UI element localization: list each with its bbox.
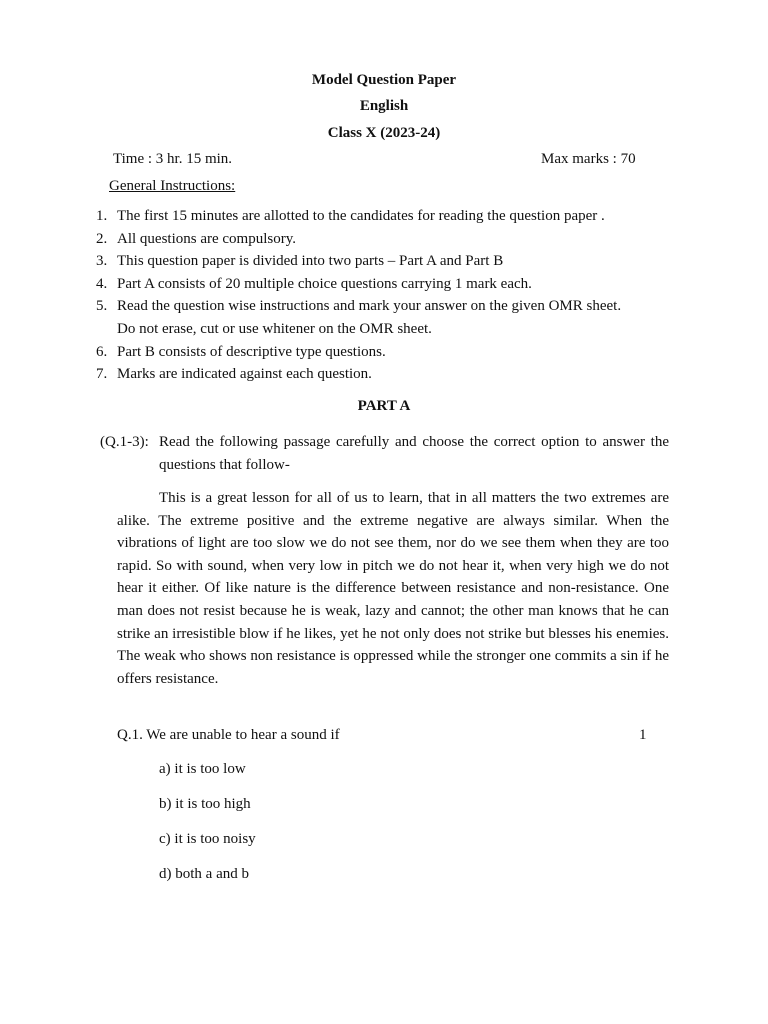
instruction-text: Part B consists of descriptive type questions. [117, 343, 386, 360]
instruction-number: 3. [96, 253, 108, 270]
class-title: Class X (2023-24) [327, 125, 441, 141]
instruction-text: Marks are indicated against each question. [117, 366, 372, 383]
question-range: (Q.1-3): [100, 434, 149, 450]
instruction-text: This question paper is divided into two parts – Part A and Part B [117, 253, 504, 270]
instruction-item [96, 295, 676, 340]
instruction-item [96, 250, 676, 273]
instruction-text: Part A consists of 20 multiple choice questions carrying 1 mark each. [117, 275, 532, 292]
instruction-number: 6. [96, 343, 108, 360]
time-label: Time : 3 hr. 15 min. [113, 151, 233, 167]
part-a-heading: PART A [357, 398, 411, 414]
instruction-number: 4. [96, 275, 108, 292]
option-b: b) it is too high [159, 796, 251, 812]
instructions-heading: General Instructions: [109, 178, 236, 194]
paper-title: Model Question Paper [311, 72, 457, 88]
instruction-item [96, 341, 676, 364]
instruction-text: All questions are compulsory. [117, 230, 296, 247]
question-1-text: Q.1. We are unable to hear a sound if [117, 727, 340, 743]
option-c: c) it is too noisy [159, 831, 256, 847]
instruction-item [96, 205, 676, 228]
instruction-text: The first 15 minutes are allotted to the candidates for reading the question paper . [117, 208, 605, 224]
directions-text: Read the following passage carefully and choose the correct option to answer the questions that follow- [159, 434, 669, 473]
max-marks-label: Max marks : 70 [541, 151, 636, 167]
subject-title: English [359, 98, 409, 114]
option-d: d) both a and b [159, 866, 249, 882]
instruction-number: 1. [96, 208, 108, 224]
option-a: a) it is too low [159, 761, 246, 777]
reading-passage: This is a great lesson for all of us to learn, that in all matters the two extremes are alike. The extreme positive and the extreme negative are always similar. When the vibrations of light are too slow we do not see them, nor do we see them when they are too rapid. So with sound, when very low in pitch we do not hear it, when very high we do not hear it either. Of like nature is the difference between resistance and non-resistance. One man does not resist because he is weak, lazy and cannot; the other man knows that he can strike an irresistible blow if he likes, yet he not only does not strike but blesses his enemies. The weak who shows non resistance is oppressed while the stronger one commits a sin if he offers resistance. [117, 490, 669, 687]
instruction-item [96, 363, 676, 386]
instruction-item [96, 273, 676, 296]
instruction-item [96, 228, 676, 251]
instruction-number: 2. [96, 230, 108, 247]
instruction-number: 5. [96, 298, 108, 315]
instruction-number: 7. [96, 366, 108, 383]
passage-directions [100, 431, 669, 476]
question-1-marks: 1 [639, 727, 647, 743]
instruction-text: Read the question wise instructions and mark your answer on the given OMR sheet. Do not erase, cut or use whitener on the OMR sheet. [117, 298, 622, 337]
instructions-list [96, 205, 676, 386]
